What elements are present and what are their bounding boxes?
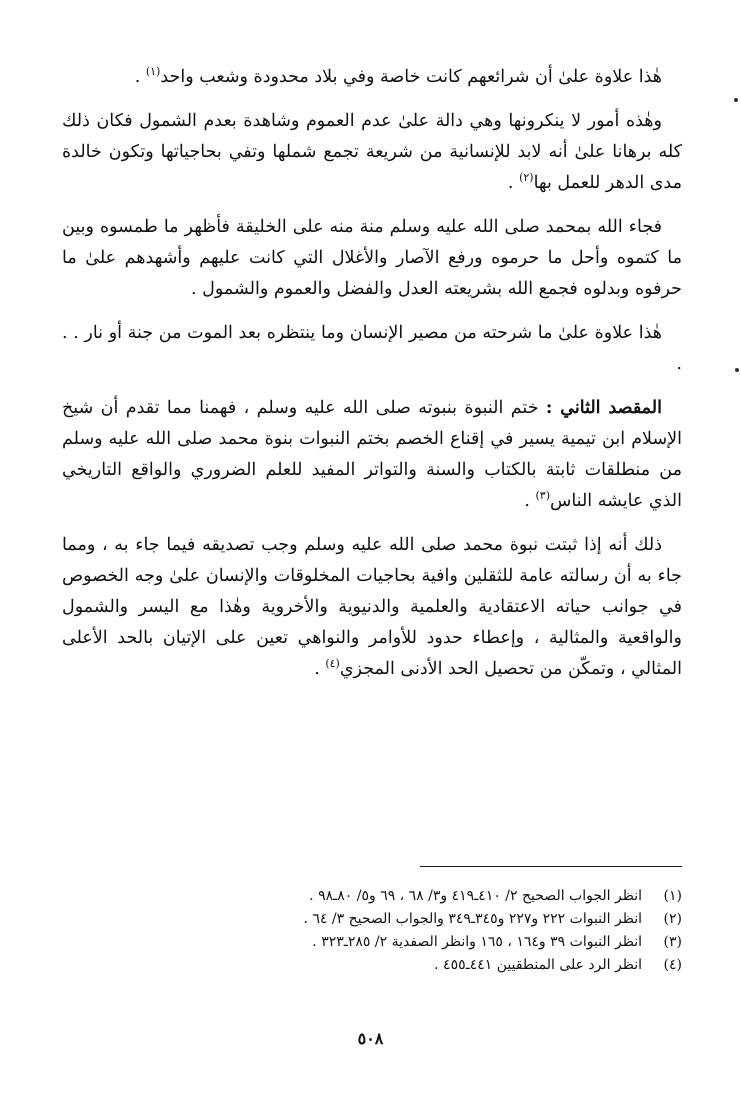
- paragraph-3: فجاء الله بمحمد صلى الله عليه وسلم منة منه على الخليقة فأظهر ما طمسوه وبين ما كتموه وأحل ما حرموه ورفع الآصار والأغلال التي كانت عليهم وأشهدهم علىٰ ما حرفوه وبدلوه فجمع الله بشريعته العدل والفضل والعموم والشمول .: [62, 217, 682, 299]
- main-text: [62, 62, 682, 698]
- paragraph-6: ذلك أنه إذا ثبتت نبوة محمد صلى الله عليه وسلم وجب تصديقه فيما جاء به ، ومما جاء به أن رسالته عامة للثقلين وافية بحاجيات المخلوقات والإنسان علىٰ وجه الخصوص في جوانب حياته الاعتقادية والعلمية والدنيوية والأخروية وهٰذا مع اليسر والشمول والواقعية والمثالية ، وإعطاء حدود للأوامر والنواهي تعين على الإتيان بالحد الأعلى المثالي ، وتمكّن من تحصيل الحد الأدنى المجزي$^{(٤)}$ .: [62, 535, 682, 679]
- footnote-ref-3[interactable]: (٣): [535, 489, 550, 503]
- paragraph-2: وهٰذه أمور لا ينكرونها وهي دالة علىٰ عدم العموم وشاهدة بعدم الشمول فكان ذلك كله برهانا علىٰ أنه لابد للإنسانية من شريعة تجمع شملها وتفي بحاجياتها وتكون خالدة مدى الدهر للعمل بها$^{(٢)}$ .: [62, 111, 682, 193]
- footnote-ref-4[interactable]: (٤): [325, 657, 340, 671]
- scan-speck: [735, 368, 739, 372]
- section-heading: المقصد الثاني :: [545, 398, 662, 418]
- page-number: ٥٠٨: [357, 1029, 384, 1048]
- paragraph-1: هٰذا علاوة علىٰ أن شرائعهم كانت خاصة وفي بلاد محدودة وشعب واحد$^{(١)}$ .: [134, 65, 662, 87]
- paragraph-5: المقصد الثاني : ختم النبوة بنبوته صلى الله عليه وسلم ، فهمنا مما تقدم أن شيخ الإسلام ابن تيمية يسير في إقناع الخصم بختم النبوات بنوة محمد صلى الله عليه وسلم من منطلقات ثابتة بالكتاب والسنة والتواتر المفيد للعلم الضروري والواقع التاريخي الذي عايشه الناس$^{(٣)}$ .: [62, 398, 682, 511]
- footnote-ref-1[interactable]: (١): [145, 65, 161, 79]
- footnote-ref-2[interactable]: (٢): [519, 171, 534, 185]
- footnote-3: (٣) انظر النبوات ٣٩ و١٦٤ ، ١٦٥ وانظر الصفدية ٢/ ٢٨٥ـ٣٢٣ .: [312, 934, 682, 950]
- footnote-2: (٢) انظر النبوات ٢٢٢ و٢٢٧ و٣٤٥ـ٣٤٩ والجواب الصحيح ٣/ ٦٤ .: [303, 911, 682, 927]
- footnote-1: (١) انظر الجواب الصحيح ٢/ ٤١٠ـ٤١٩ و٣/ ٦٨ ، ٦٩ و٥/ ٨٠ـ٩٨ .: [309, 888, 682, 904]
- footnotes: [150, 885, 682, 977]
- footnote-4: (٤) انظر الرد على المنطقيين ٤٤١ـ٤٥٥ .: [434, 957, 682, 973]
- footnote-divider: [420, 866, 682, 867]
- paragraph-4: هٰذا علاوة علىٰ ما شرحته من مصير الإنسان وما ينتظره بعد الموت من جنة أو نار . . .: [62, 323, 682, 374]
- scan-speck: [734, 98, 738, 102]
